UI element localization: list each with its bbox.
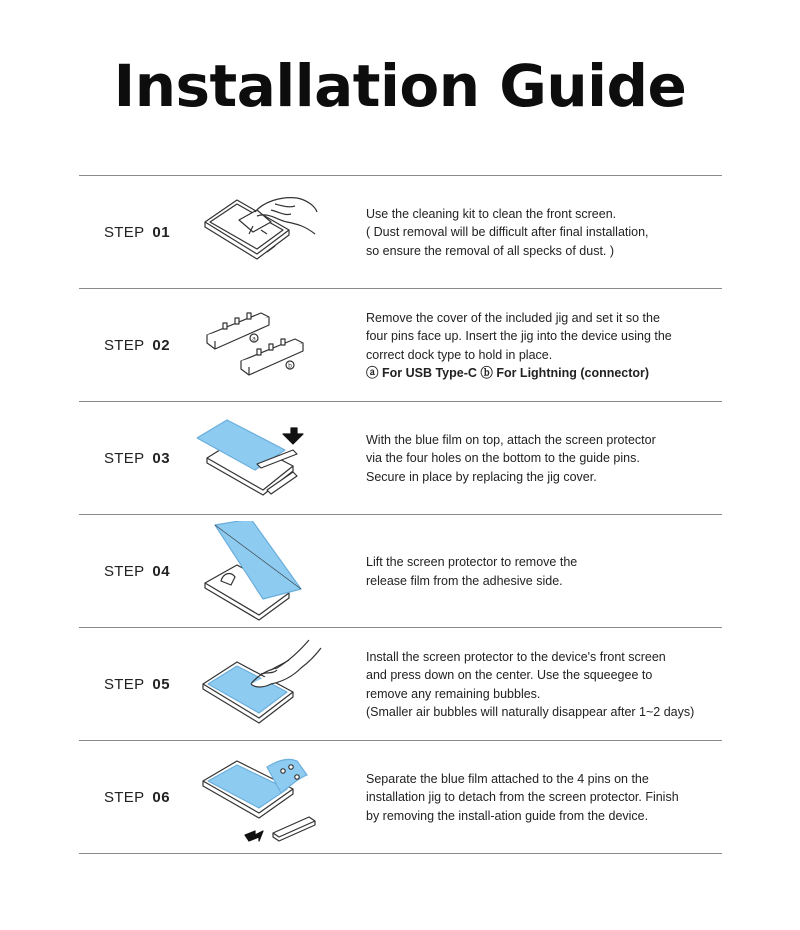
step-number: 03 bbox=[152, 450, 171, 467]
description-line: by removing the install-ation guide from the device. bbox=[366, 808, 649, 823]
description-line: so ensure the removal of all specks of dust. ) bbox=[366, 243, 615, 258]
step-label bbox=[104, 515, 170, 628]
step-number: 02 bbox=[152, 337, 171, 354]
remove-film-icon bbox=[197, 747, 329, 848]
step-02 bbox=[79, 289, 722, 402]
description-line: Use the cleaning kit to clean the front screen. bbox=[366, 206, 617, 221]
steps-list bbox=[79, 175, 722, 854]
step-04 bbox=[79, 515, 722, 628]
step-label bbox=[104, 402, 170, 515]
svg-text:a: a bbox=[252, 335, 256, 343]
description-line: Remove the cover of the included jig and set it so the bbox=[366, 310, 660, 325]
description-line: remove any remaining bubbles. bbox=[366, 686, 541, 701]
step-description bbox=[366, 176, 716, 289]
step-word: STEP bbox=[104, 676, 145, 693]
step-label bbox=[104, 289, 170, 402]
description-line: Lift the screen protector to remove the bbox=[366, 555, 578, 569]
description-line: via the four holes on the bottom to the guide pins. bbox=[366, 451, 640, 466]
step-01 bbox=[79, 176, 722, 289]
phone-cleaning-icon bbox=[197, 182, 329, 283]
attach-protector-icon bbox=[197, 408, 329, 509]
description-line: and press down on the center. Use the squeegee to bbox=[366, 668, 653, 682]
press-center-icon bbox=[197, 634, 329, 735]
step-number: 04 bbox=[152, 563, 171, 580]
step-label bbox=[104, 741, 170, 854]
description-line: Secure in place by replacing the jig cover. bbox=[366, 469, 597, 484]
step-word: STEP bbox=[104, 789, 145, 806]
page-title: Installation Guide bbox=[113, 52, 687, 120]
step-label bbox=[104, 628, 170, 741]
step-number: 05 bbox=[152, 676, 171, 693]
step-03 bbox=[79, 402, 722, 515]
step-description bbox=[366, 741, 716, 854]
jig-pins-icon bbox=[197, 295, 329, 396]
step-description bbox=[366, 289, 716, 402]
description-line: Install the screen protector to the device's front screen bbox=[366, 649, 666, 664]
step-06 bbox=[79, 741, 722, 854]
step-description bbox=[366, 628, 716, 741]
description-line: installation jig to detach from the screen protector. Finish bbox=[366, 790, 679, 805]
step-05 bbox=[79, 628, 722, 741]
dock-type-legend: ⓐ For USB Type-C ⓑ For Lightning (connector) bbox=[366, 366, 650, 380]
step-word: STEP bbox=[104, 563, 145, 580]
svg-text:b: b bbox=[288, 362, 292, 370]
description-line: With the blue film on top, attach the screen protector bbox=[366, 432, 656, 447]
description-line: release film from the adhesive side. bbox=[366, 573, 563, 588]
step-word: STEP bbox=[104, 337, 145, 354]
lift-protector-icon bbox=[197, 521, 329, 622]
step-number: 01 bbox=[152, 224, 171, 241]
step-number: 06 bbox=[152, 789, 171, 806]
step-description bbox=[366, 515, 716, 628]
description-line: four pins face up. Insert the jig into the device using the bbox=[366, 329, 672, 343]
step-description bbox=[366, 402, 716, 515]
description-line: correct dock type to hold in place. bbox=[366, 347, 553, 362]
step-word: STEP bbox=[104, 450, 145, 467]
description-line: Separate the blue film attached to the 4 pins on the bbox=[366, 771, 649, 786]
description-line: (Smaller air bubbles will naturally disappear after 1~2 days) bbox=[366, 705, 695, 719]
step-label bbox=[104, 176, 170, 289]
step-word: STEP bbox=[104, 224, 145, 241]
description-line: ( Dust removal will be difficult after final installation, bbox=[366, 225, 649, 240]
